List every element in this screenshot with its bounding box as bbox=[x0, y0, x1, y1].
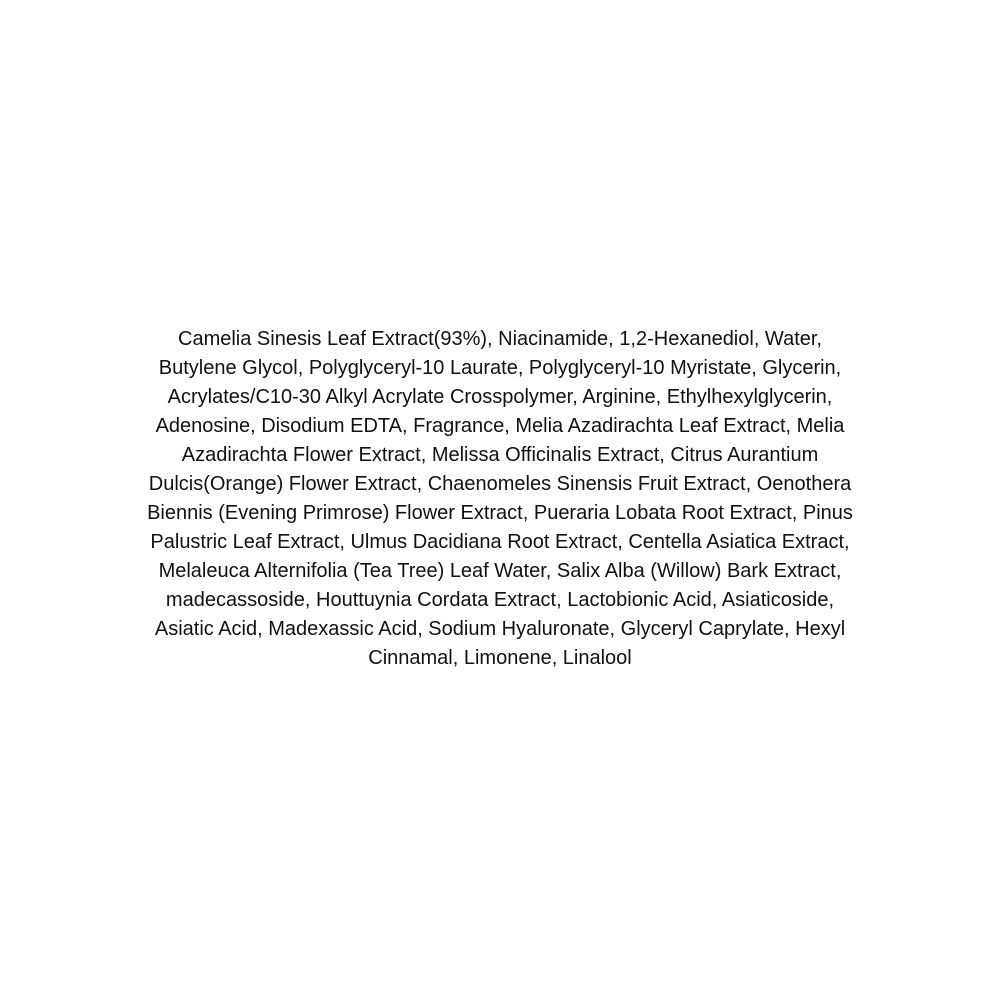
ingredients-line: madecassoside, Houttuynia Cordata Extract, Lactobionic Acid, Asiaticoside, bbox=[165, 589, 835, 611]
ingredients-line: Melaleuca Alternifolia (Tea Tree) Leaf Water, Salix Alba (Willow) Bark Extract, bbox=[158, 560, 842, 582]
ingredients-line: Camelia Sinesis Leaf Extract(93%), Niacinamide, 1,2-Hexanediol, Water, bbox=[178, 328, 822, 350]
ingredients-line: Azadirachta Flower Extract, Melissa Officinalis Extract, Citrus Aurantium bbox=[181, 444, 819, 466]
ingredients-line: Acrylates/C10-30 Alkyl Acrylate Crosspolymer, Arginine, Ethylhexylglycerin, bbox=[167, 386, 833, 408]
ingredients-line: Cinnamal, Limonene, Linalool bbox=[368, 647, 632, 669]
ingredients-line: Biennis (Evening Primrose) Flower Extract, Pueraria Lobata Root Extract, Pinus bbox=[147, 502, 853, 524]
ingredients-line: Butylene Glycol, Polyglyceryl-10 Laurate, Polyglyceryl-10 Myristate, Glycerin, bbox=[158, 357, 842, 379]
ingredients-list bbox=[100, 325, 900, 673]
ingredients-line: Asiatic Acid, Madexassic Acid, Sodium Hyaluronate, Glyceryl Caprylate, Hexyl bbox=[154, 618, 846, 640]
ingredients-line: Palustric Leaf Extract, Ulmus Dacidiana Root Extract, Centella Asiatica Extract, bbox=[150, 531, 850, 553]
ingredients-line: Dulcis(Orange) Flower Extract, Chaenomeles Sinensis Fruit Extract, Oenothera bbox=[148, 473, 852, 495]
ingredients-line: Adenosine, Disodium EDTA, Fragrance, Melia Azadirachta Leaf Extract, Melia bbox=[155, 415, 845, 437]
